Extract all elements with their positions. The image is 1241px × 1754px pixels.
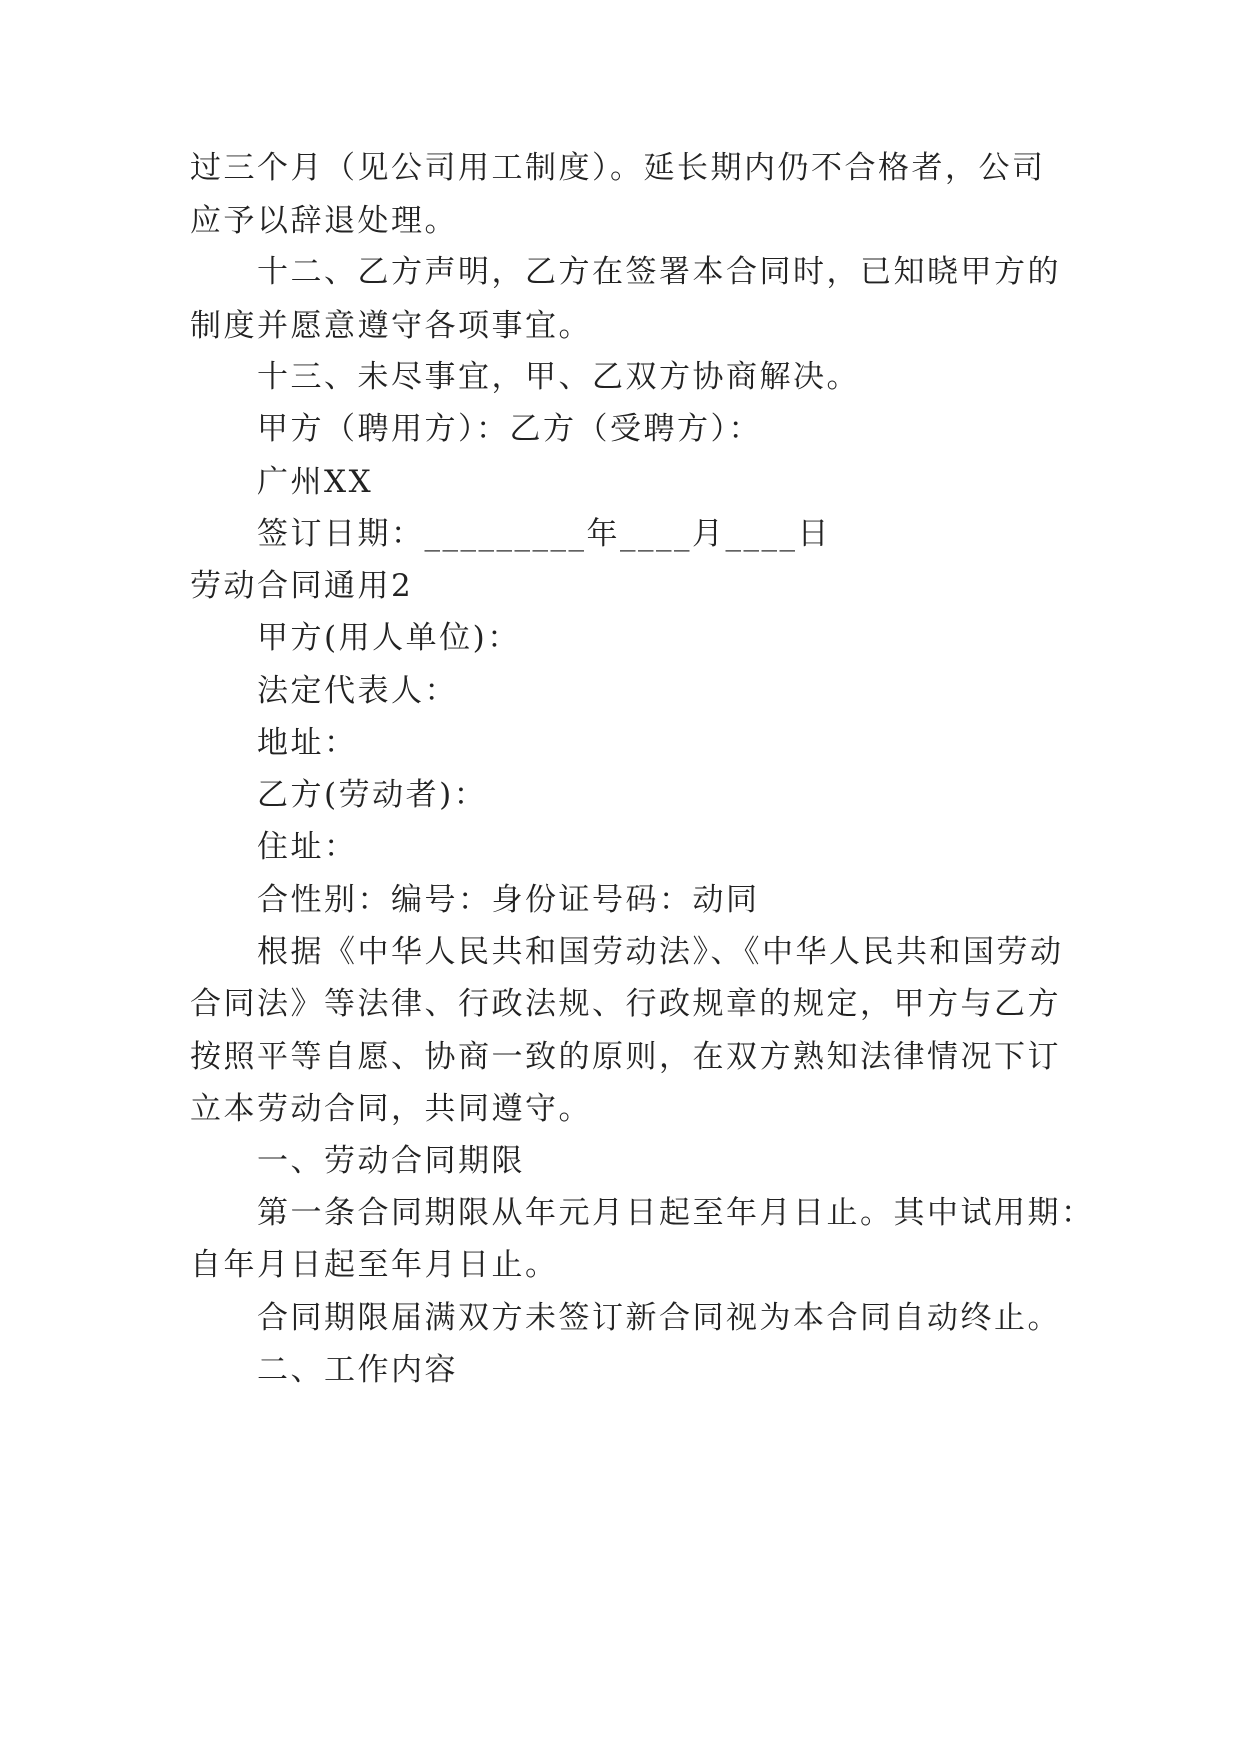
clause-heading: 二、工作内容 xyxy=(257,1352,458,1388)
signing-date-line: 签订日期：_________年____月____日 xyxy=(257,516,831,552)
paragraph-line: 根据《中华人民共和国劳动法》、《中华人民共和国劳动 xyxy=(257,934,1064,970)
paragraph-line: 合同法》等法律、行政法规、行政规章的规定，甲方与乙方 xyxy=(190,986,1061,1022)
paragraph-line: 十二、乙方声明，乙方在签署本合同时，已知晓甲方的 xyxy=(257,254,1061,290)
paragraph-line: 自年月日起至年月日止。 xyxy=(190,1247,559,1283)
paragraph-line: 第一条合同期限从年元月日起至年月日止。其中试用期： xyxy=(257,1195,1095,1231)
paragraph-line: 十三、未尽事宜，甲、乙双方协商解决。 xyxy=(257,359,860,395)
clause-heading: 一、劳动合同期限 xyxy=(257,1143,525,1179)
address-field: 地址： xyxy=(257,725,358,761)
paragraph-line: 按照平等自愿、协商一致的原则，在双方熟知法律情况下订 xyxy=(190,1039,1061,1075)
signature-parties-line: 甲方（聘用方）：乙方（受聘方）： xyxy=(257,411,762,447)
paragraph-line: 制度并愿意遵守各项事宜。 xyxy=(190,308,592,344)
paragraph-line: 过三个月（见公司用工制度）。延长期内仍不合格者，公司 xyxy=(190,150,1046,186)
paragraph-line: 合同期限届满双方未签订新合同视为本合同自动终止。 xyxy=(257,1300,1061,1336)
company-line: 广州XX xyxy=(257,464,374,500)
section-title: 劳动合同通用2 xyxy=(190,568,414,604)
party-a-field: 甲方(用人单位)： xyxy=(257,620,521,656)
paragraph-line: 立本劳动合同，共同遵守。 xyxy=(190,1091,592,1127)
residence-field: 住址： xyxy=(257,829,358,865)
party-b-field: 乙方(劳动者)： xyxy=(257,777,488,813)
identity-fields-line: 合性别：编号：身份证号码：动同 xyxy=(257,882,760,918)
paragraph-line: 应予以辞退处理。 xyxy=(190,203,458,239)
legal-representative-field: 法定代表人： xyxy=(257,673,458,709)
